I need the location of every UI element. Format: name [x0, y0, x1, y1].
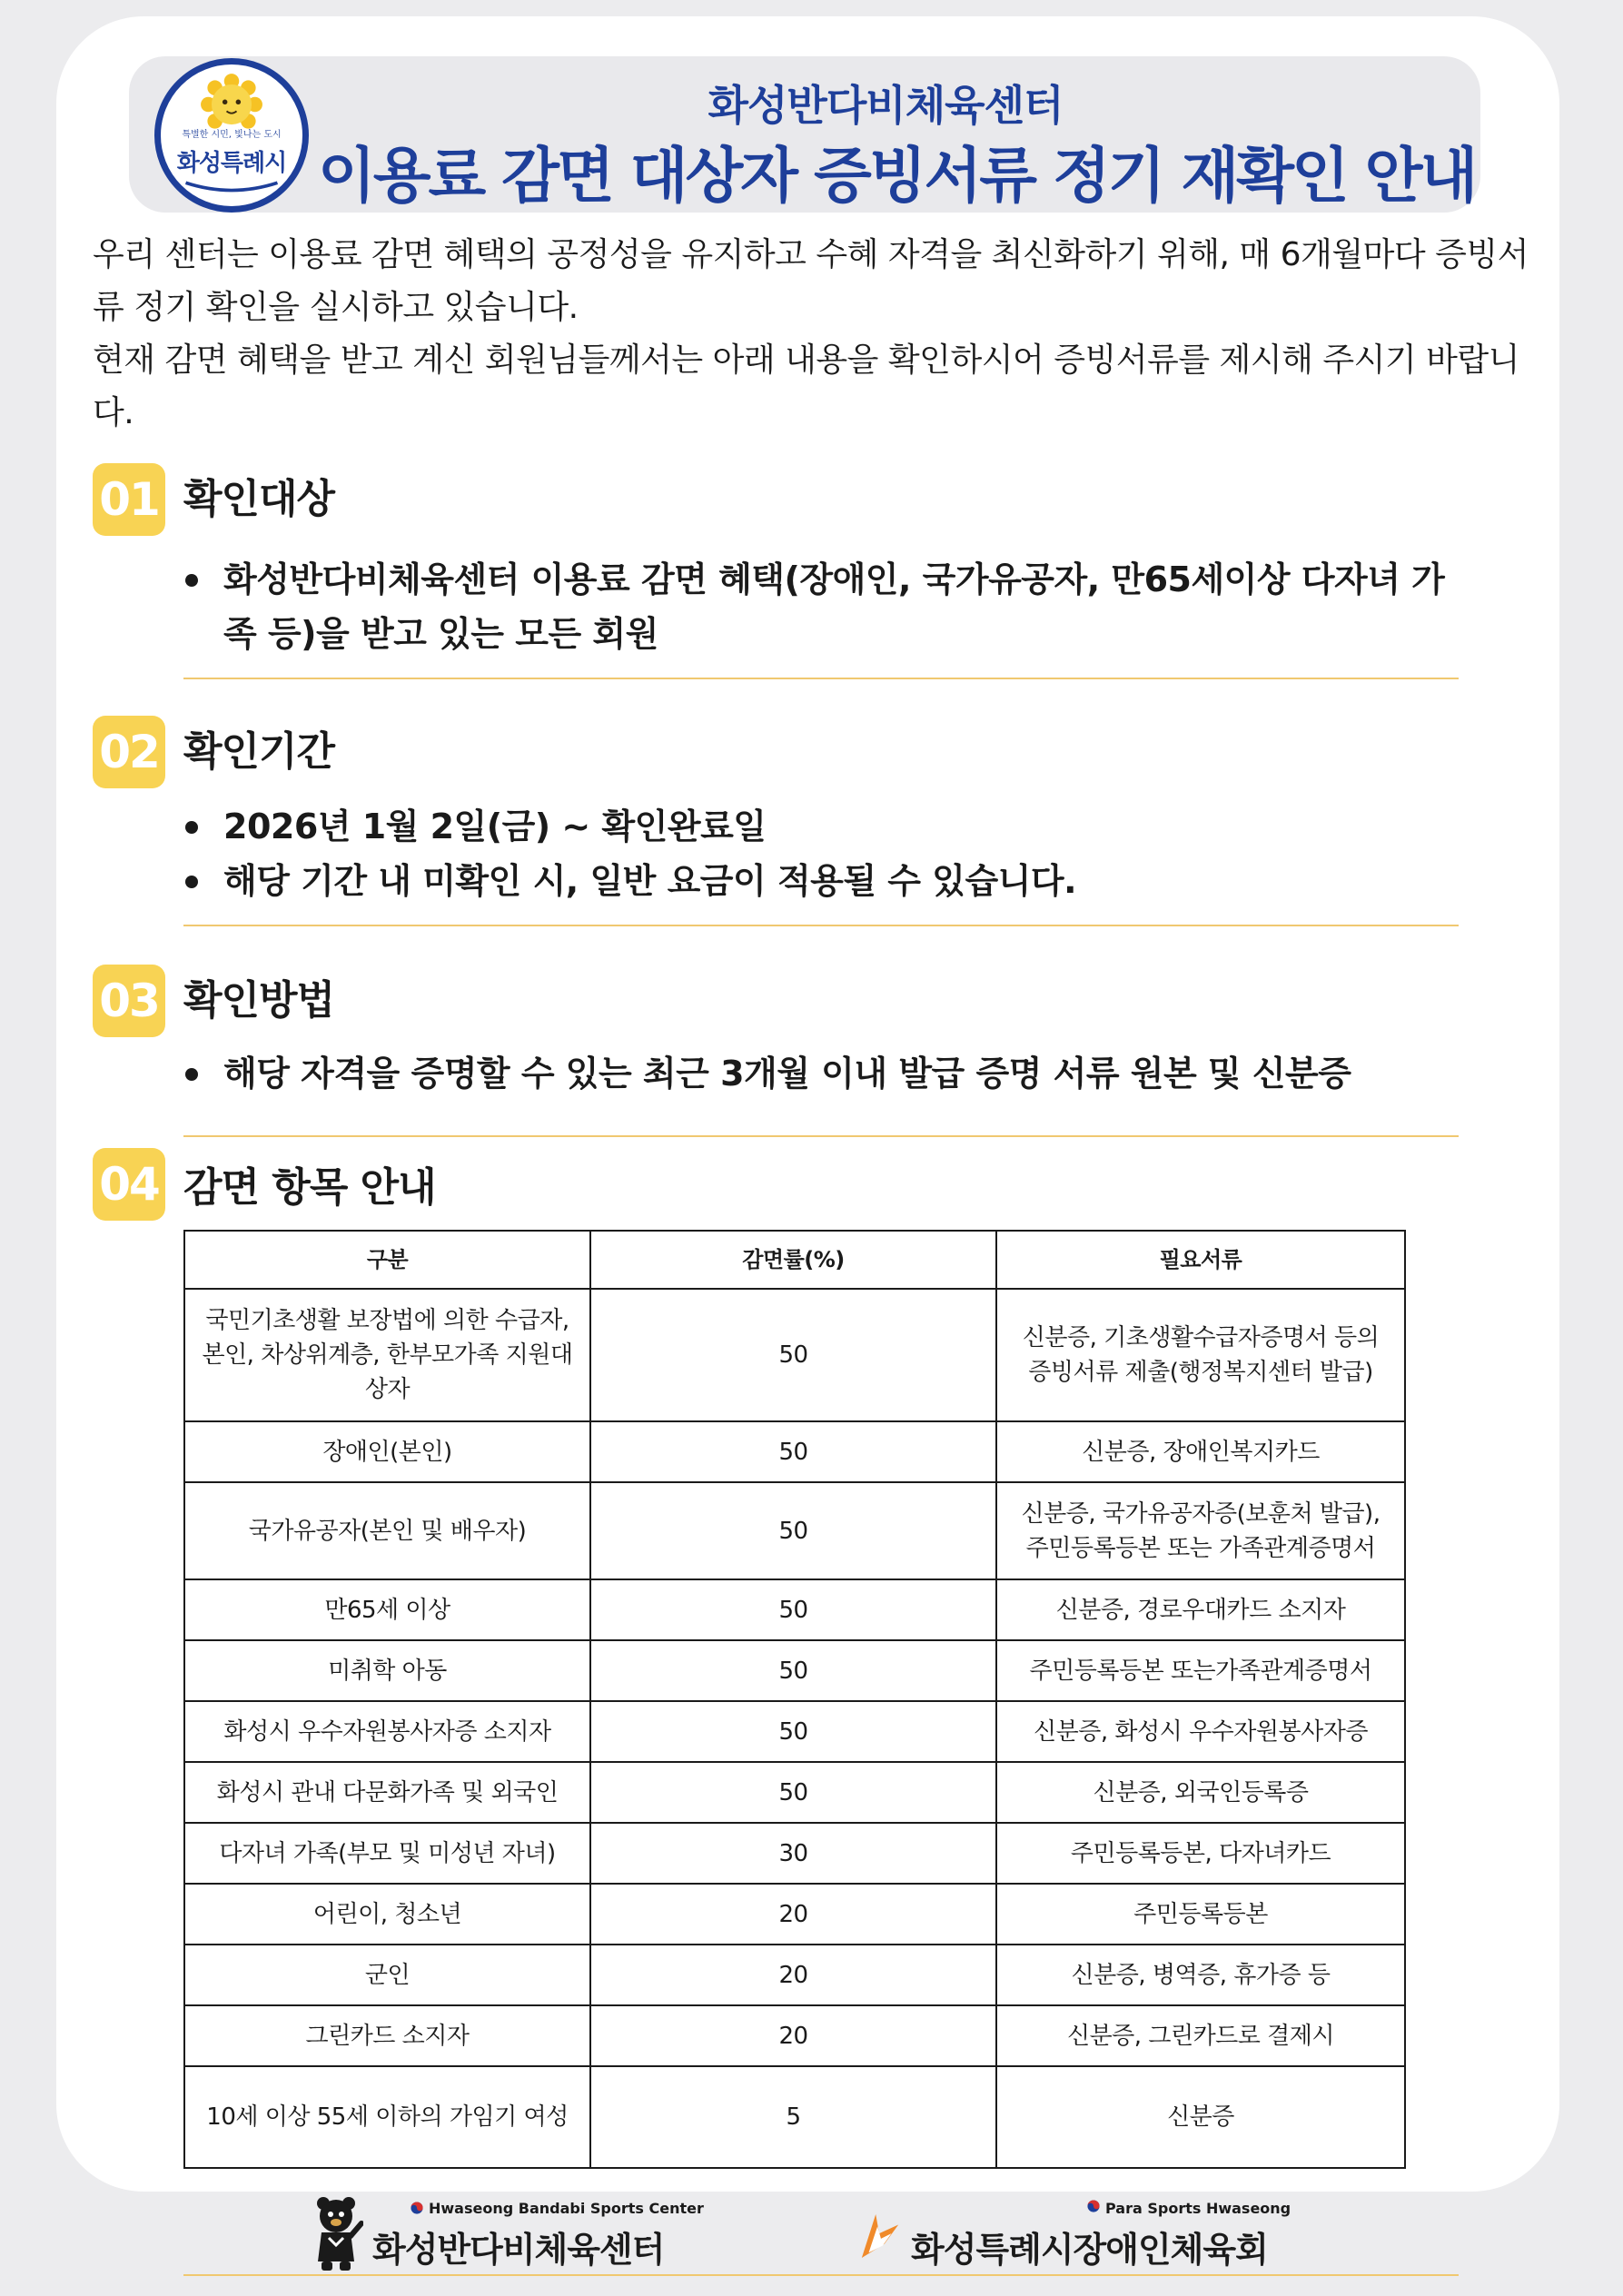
org-title: 화성반다비체육센터	[708, 81, 1064, 130]
section-title-03: 확인방법	[183, 977, 335, 1024]
cell-documents: 신분증	[996, 2066, 1405, 2168]
cell-category: 10세 이상 55세 이하의 가임기 여성	[184, 2066, 590, 2168]
header-rate: 감면률(%)	[590, 1231, 996, 1289]
cell-rate: 50	[590, 1762, 996, 1823]
table-row	[184, 1640, 1405, 1701]
footer-right-english: Para Sports Hwaseong	[1105, 2200, 1291, 2217]
section-divider	[183, 925, 1459, 926]
section-number-02: 02	[93, 716, 165, 788]
bullet-item: 2026년 1월 2일(금) ~ 확인완료일	[183, 799, 1473, 854]
cell-rate: 50	[590, 1701, 996, 1762]
cell-rate: 20	[590, 2005, 996, 2066]
cell-rate: 20	[590, 1884, 996, 1945]
cell-category: 화성시 관내 다문화가족 및 외국인	[184, 1762, 590, 1823]
intro-text	[93, 229, 1537, 440]
cell-category: 국민기초생활 보장법에 의한 수급자, 본인, 차상위계층, 한부모가족 지원대상자	[184, 1289, 590, 1421]
cell-rate: 30	[590, 1823, 996, 1884]
bear-mascot-icon	[309, 2191, 363, 2272]
table-row	[184, 1421, 1405, 1482]
page-title: 이용료 감면 대상자 증빙서류 정기 재확인 안내	[318, 141, 1476, 211]
cell-rate: 20	[590, 1945, 996, 2005]
footer-logo-bandabi	[309, 2191, 704, 2272]
cell-category: 그린카드 소지자	[184, 2005, 590, 2066]
table-row	[184, 1945, 1405, 2005]
section-03-bullets	[183, 1046, 1473, 1101]
cell-documents: 주민등록등본	[996, 1884, 1405, 1945]
section-title-04: 감면 항목 안내	[183, 1164, 436, 1211]
discount-table	[183, 1230, 1406, 2169]
intro-paragraph-2: 현재 감면 혜택을 받고 계신 회원님들께서는 아래 내용을 확인하시어 증빙서류를 제시해 주시기 바랍니다.	[93, 341, 1519, 431]
cell-rate: 50	[590, 1579, 996, 1640]
para-sports-emblem-icon	[858, 2209, 902, 2261]
footer-divider	[183, 2274, 1459, 2276]
section-number-03: 03	[93, 965, 165, 1037]
cell-documents: 신분증, 그린카드로 결제시	[996, 2005, 1405, 2066]
cell-documents: 신분증, 병역증, 휴가증 등	[996, 1945, 1405, 2005]
table-row	[184, 1289, 1405, 1421]
bullet-item: 해당 자격을 증명할 수 있는 최근 3개월 이내 발급 증명 서류 원본 및 신분증	[183, 1046, 1473, 1101]
table-row	[184, 2005, 1405, 2066]
city-logo	[154, 58, 309, 213]
cell-rate: 5	[590, 2066, 996, 2168]
bullet-item: 화성반다비체육센터 이용료 감면 혜택(장애인, 국가유공자, 만65세이상 다자녀 가족 등)을 받고 있는 모든 회원	[183, 552, 1473, 661]
taegeuk-icon	[1087, 2200, 1100, 2212]
cell-category: 화성시 우수자원봉사자증 소지자	[184, 1701, 590, 1762]
cell-category: 국가유공자(본인 및 배우자)	[184, 1482, 590, 1579]
bullet-item: 해당 기간 내 미확인 시, 일반 요금이 적용될 수 있습니다.	[183, 854, 1473, 908]
cell-documents: 신분증, 경로우대카드 소지자	[996, 1579, 1405, 1640]
logo-slogan: 특별한 시민, 빛나는 도시	[182, 130, 282, 140]
cell-category: 만65세 이상	[184, 1579, 590, 1640]
footer-left-english: Hwaseong Bandabi Sports Center	[429, 2200, 704, 2217]
cell-rate: 50	[590, 1640, 996, 1701]
table-header-row	[184, 1231, 1405, 1289]
cell-documents: 주민등록등본, 다자녀카드	[996, 1823, 1405, 1884]
table-row	[184, 1701, 1405, 1762]
cell-documents: 신분증, 기초생활수급자증명서 등의 증빙서류 제출(행정복지센터 발급)	[996, 1289, 1405, 1421]
taegeuk-icon	[411, 2202, 423, 2214]
section-number-04: 04	[93, 1148, 165, 1221]
section-number-01: 01	[93, 463, 165, 536]
header-category: 구분	[184, 1231, 590, 1289]
table-row	[184, 2066, 1405, 2168]
cell-category: 다자녀 가족(부모 및 미성년 자녀)	[184, 1823, 590, 1884]
logo-text: 화성특례시	[176, 150, 287, 177]
header-documents: 필요서류	[996, 1231, 1405, 1289]
section-02-bullets	[183, 799, 1473, 908]
cell-category: 미취학 아동	[184, 1640, 590, 1701]
section-title-02: 확인기간	[183, 728, 335, 775]
cell-category: 장애인(본인)	[184, 1421, 590, 1482]
section-title-01: 확인대상	[183, 476, 335, 522]
section-01-bullets	[183, 552, 1473, 661]
table-row	[184, 1884, 1405, 1945]
table-row	[184, 1762, 1405, 1823]
intro-paragraph-1: 우리 센터는 이용료 감면 혜택의 공정성을 유지하고 수혜 자격을 최신화하기 위해, 매 6개월마다 증빙서류 정기 확인을 실시하고 있습니다.	[93, 236, 1529, 326]
table-row	[184, 1579, 1405, 1640]
cell-documents: 신분증, 외국인등록증	[996, 1762, 1405, 1823]
footer-left-korean: 화성반다비체육센터	[372, 2230, 665, 2270]
table-row	[184, 1482, 1405, 1579]
footer-logo-para-sports	[858, 2191, 1331, 2272]
section-divider	[183, 1135, 1459, 1137]
footer-right-korean: 화성특례시장애인체육회	[911, 2230, 1268, 2270]
cell-documents: 주민등록등본 또는가족관계증명서	[996, 1640, 1405, 1701]
cell-rate: 50	[590, 1289, 996, 1421]
cell-documents: 신분증, 국가유공자증(보훈처 발급), 주민등록등본 또는 가족관계증명서	[996, 1482, 1405, 1579]
cell-documents: 신분증, 장애인복지카드	[996, 1421, 1405, 1482]
cell-category: 군인	[184, 1945, 590, 2005]
table-row	[184, 1823, 1405, 1884]
section-divider	[183, 678, 1459, 679]
cell-category: 어린이, 청소년	[184, 1884, 590, 1945]
cell-rate: 50	[590, 1482, 996, 1579]
cell-rate: 50	[590, 1421, 996, 1482]
cell-documents: 신분증, 화성시 우수자원봉사자증	[996, 1701, 1405, 1762]
